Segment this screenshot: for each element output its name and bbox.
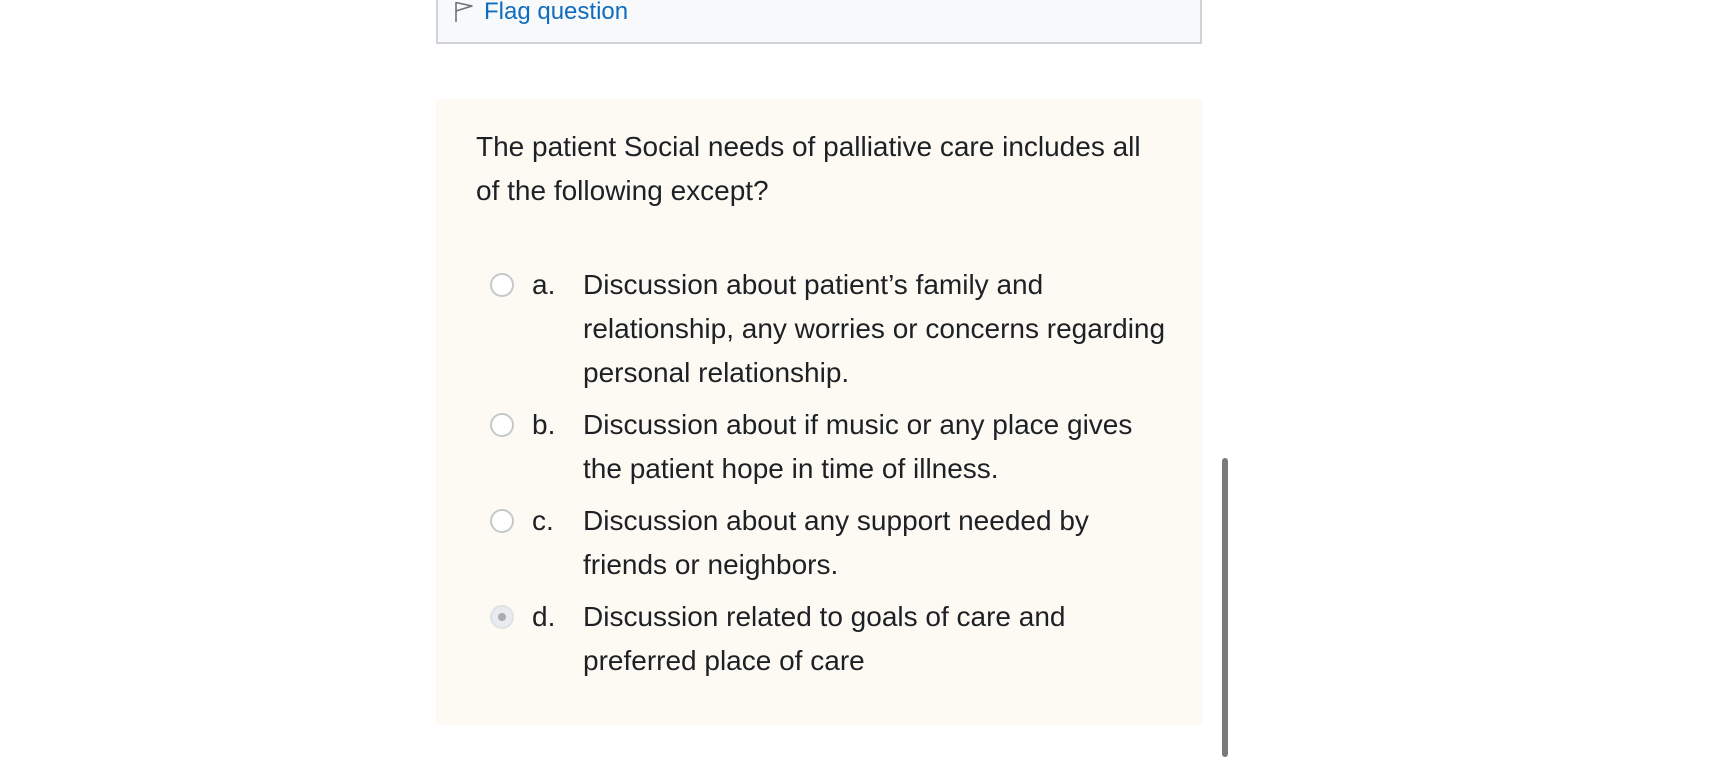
flag-question-label: Flag question (484, 0, 629, 25)
answer-label: Discussion about any support needed by friends or neighbors. (583, 505, 1089, 580)
scrollbar-thumb[interactable] (1222, 458, 1228, 757)
radio-button-d[interactable] (490, 605, 514, 629)
answer-label: Discussion about if music or any place gives the patient hope in time of illness. (583, 409, 1133, 484)
flag-question-link[interactable] (454, 0, 628, 26)
question-info-box (436, 0, 1202, 44)
answer-letter: a. (532, 269, 556, 300)
answer-list (490, 263, 1170, 691)
answer-option-d[interactable] (490, 595, 1170, 683)
radio-button-b[interactable] (490, 413, 514, 437)
answer-letter: b. (532, 409, 556, 440)
radio-button-c[interactable] (490, 509, 514, 533)
answer-label: Discussion related to goals of care and preferred place of care (583, 601, 1066, 676)
question-text: The patient Social needs of palliative care includes all of the following except? (476, 131, 1141, 206)
answer-letter: c. (532, 505, 554, 536)
radio-button-a[interactable] (490, 273, 514, 297)
flag-icon (454, 1, 474, 23)
answer-letter: d. (532, 601, 556, 632)
answer-label: Discussion about patient’s family and relationship, any worries or concerns regarding personal relationship. (583, 269, 1166, 388)
question-content (436, 99, 1202, 725)
answer-option-c[interactable] (490, 499, 1170, 587)
answer-option-a[interactable] (490, 263, 1170, 395)
answer-option-b[interactable] (490, 403, 1170, 491)
